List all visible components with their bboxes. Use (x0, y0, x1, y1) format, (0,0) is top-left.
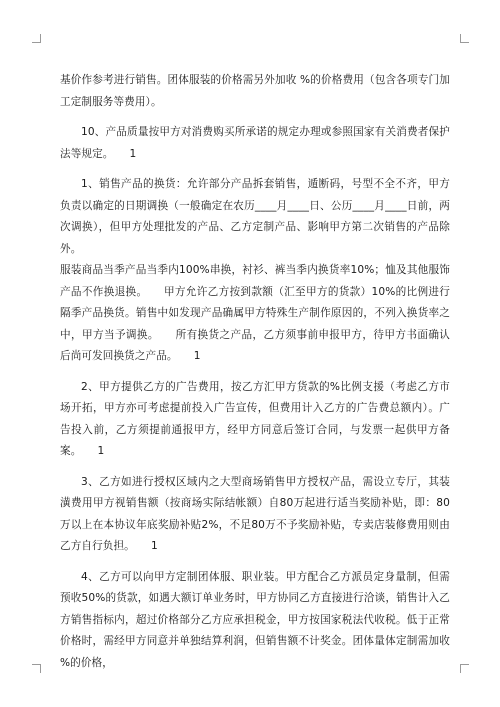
paragraph-advertising: 2、甲方提供乙方的广告费用，按乙方汇甲方货款的%比例支援（考虑乙方市场开拓，甲方亦可考虑提前投入广告宣传，但费用计入乙方的广告费总额内）。广告投入前，乙方须提前通报甲方，经甲方同意后签订合同，与发票一起供甲方备案。 1 (60, 380, 450, 457)
crop-mark-bottom-right (460, 664, 469, 673)
crop-mark-top-right (460, 34, 469, 43)
crop-mark-bottom-left (32, 664, 41, 673)
paragraph-exchange: 1、销售产品的换货：允许部分产品拆套销售，遁断码，号型不全不齐，甲方负责以确定的日期调换（一般确定在农历____月____日、公历____月____日前，两次调换），但甲方处理批发的产品、乙方定制产品、影响甲方第二次销售的产品除外。 (60, 178, 450, 255)
paragraph-continuation: 基价作参考进行销售。团体服装的价格需另外加收 %的价格费用（包含各项专门加工定制服务等费用）。 (60, 74, 450, 108)
paragraph-exchange-rules: 服装商品当季产品当季内100%串换，衬衫、裤当季内换货率10%；恤及其他服饰产品不作换退换。 甲方允许乙方按到款额（汇至甲方的货款）10%的比例进行隔季产品换货。销售中如发现产品确属甲方特殊生产制作原因的，不列入换货率之中，甲方当予调换。 所有换货之产品，乙方须事前申报甲方，待甲方书面确认后尚可发回换货之产品。 1 (60, 264, 450, 362)
crop-mark-top-left (32, 34, 41, 43)
paragraph-clause-10: 10、产品质量按甲方对消费购买所承诺的规定办理或参照国家有关消费者保护法等规定。 1 (60, 126, 450, 160)
paragraph-custom-orders: 4、乙方可以向甲方定制团体服、职业装。甲方配合乙方派员定身量制，但需预收50%的货款，如遇大额订单业务时，甲方协同乙方直接进行洽谈，销售计入乙方销售指标内，超过价格部分乙方应承担税金，甲方按国家税法代收税。低于正常价格时，需经甲方同意并单独结算利润，但销售额不计奖金。团体量体定制需加收 %的价格， (60, 570, 450, 669)
document-body (60, 70, 450, 683)
paragraph-mall-subsidy: 3、乙方如进行授权区域内之大型商场销售甲方授权产品，需设立专厅，其装潢费用甲方视销售额（按商场实际结帐额）自80万起进行适当奖励补贴，即：80万以上在本协议年底奖励补贴2%，不足80万不予奖励补贴，专卖店装修费用则由乙方自行负担。 1 (60, 475, 450, 552)
